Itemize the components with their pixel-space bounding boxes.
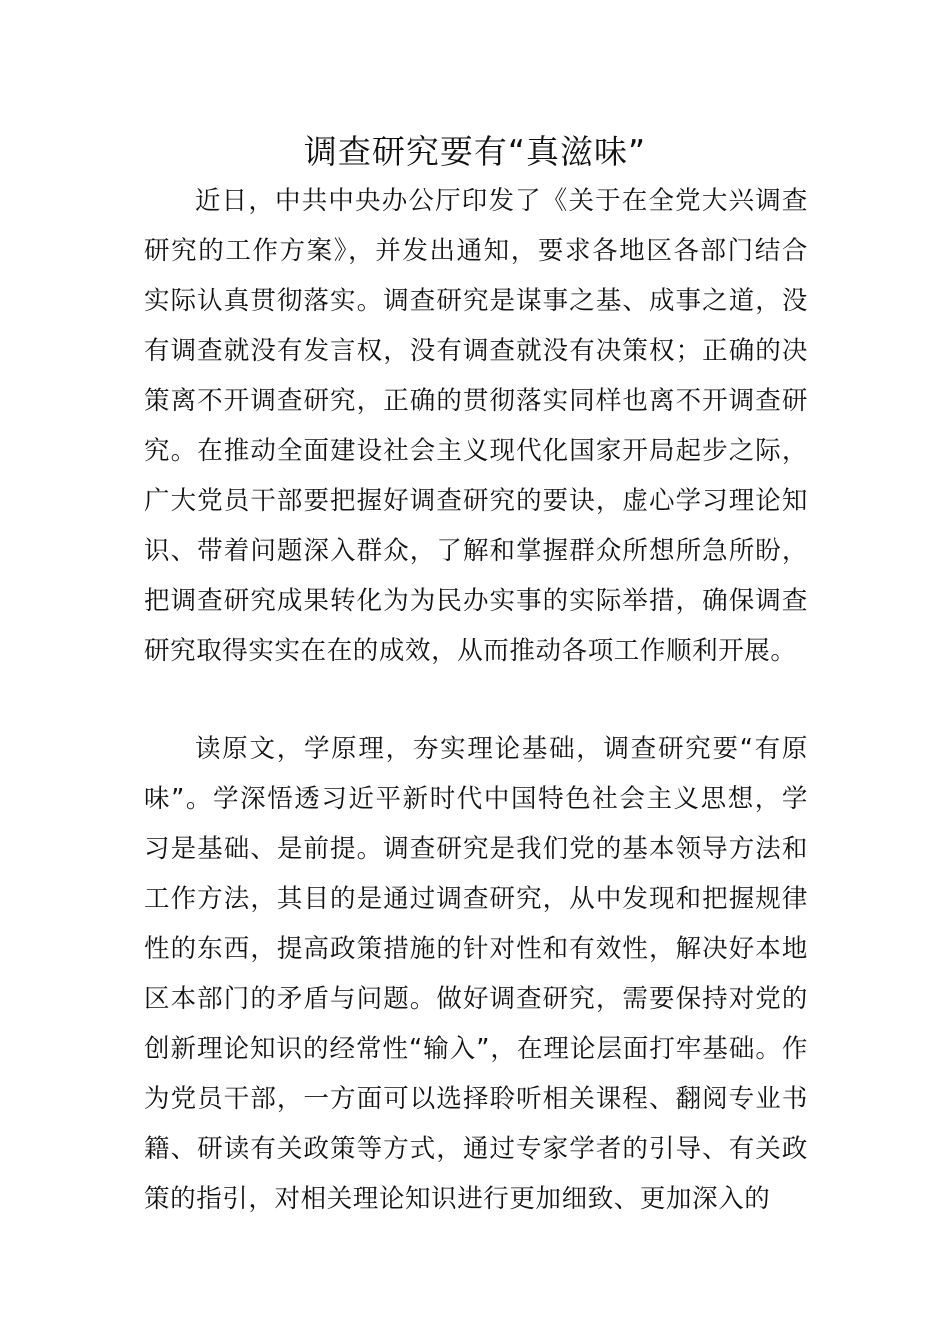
document-title: 调查研究要有“真滋味” — [303, 132, 647, 171]
paragraph-read-original: 读原文，学原理，夯实理论基础，调查研究要“有原味”。学深悟透习近平新时代中国特色社会主义思想，学习是基础、是前提。调查研究是我们党的基本领导方法和工作方法，其目的是通过调查研究，从中发现和把握规律性的东西，提高政策措施的针对性和有效性，解决好本地区本部门的矛盾与问题。做好调查研究，需要保持对党的创新理论知识的经常性“输入”，在理论层面打牢基础。作为党员干部，一方面可以选择聆听相关课程、翻阅专业书籍、研读有关政策等方式，通过专家学者的引导、有关政策的指引，对相关理论知识进行更加细致、更加深入的 — [144, 734, 808, 1214]
paragraph-intro: 近日，中共中央办公厅印发了《关于在全党大兴调查研究的工作方案》，并发出通知，要求各地区各部门结合实际认真贯彻落实。调查研究是谋事之基、成事之道，没有调查就没有发言权，没有调查就没有决策权；正确的决策离不开调查研究，正确的贯彻落实同样也离不开调查研究。在推动全面建设社会主义现代化国家开局起步之际，广大党员干部要把握好调查研究的要诀，虚心学习理论知识、带着问题深入群众，了解和掌握群众所想所急所盼，把调查研究成果转化为为民办实事的实际举措，确保调查研究取得实实在在的成效，从而推动各项工作顺利开展。 — [144, 186, 808, 666]
